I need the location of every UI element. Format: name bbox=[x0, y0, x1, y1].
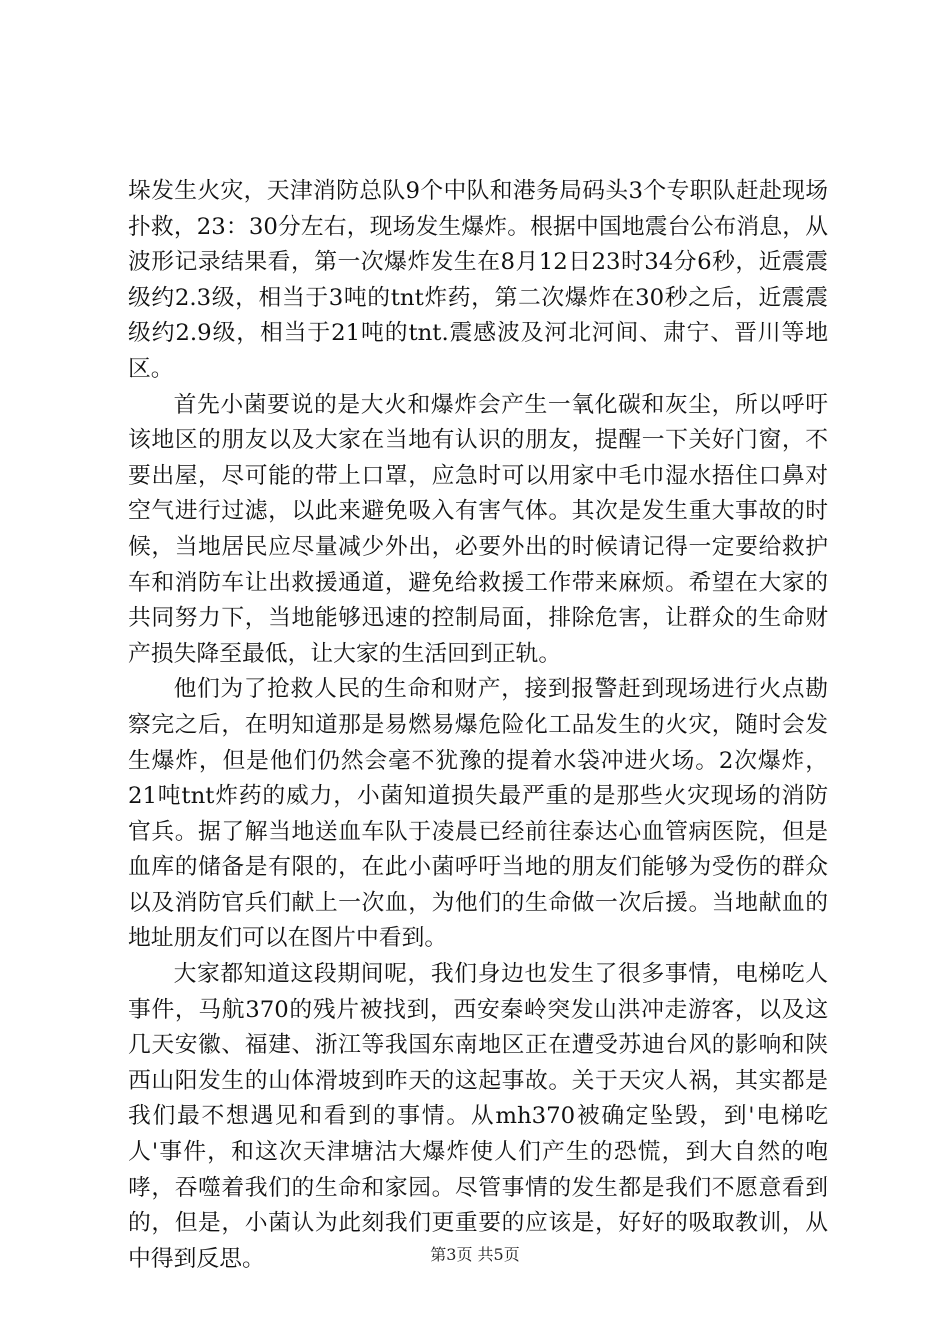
document-body bbox=[128, 174, 828, 1277]
page-number-footer: 第3页 共5页 bbox=[430, 1245, 520, 1264]
paragraph-3: 他们为了抢救人民的生命和财产，接到报警赶到现场进行火点勘察完之后，在明知道那是易燃易爆危险化工品发生的火灾，随时会发生爆炸，但是他们仍然会毫不犹豫的提着水袋冲进火场。2次爆炸，21吨tnt炸药的威力，小菌知道损失最严重的是那些火灾现场的消防官兵。据了解当地送血车队于凌晨已经前往泰达心血管病医院，但是血库的储备是有限的，在此小菌呼吁当地的朋友们能够为受伤的群众以及消防官兵们献上一次血，为他们的生命做一次后援。当地献血的地址朋友们可以在图片中看到。 bbox=[128, 676, 828, 952]
paragraph-2: 首先小菌要说的是大火和爆炸会产生一氧化碳和灰尘，所以呼吁该地区的朋友以及大家在当地有认识的朋友，提醒一下关好门窗，不要出屋，尽可能的带上口罩，应急时可以用家中毛巾湿水捂住口鼻对空气进行过滤，以此来避免吸入有害气体。其次是发生重大事故的时候，当地居民应尽量减少外出，必要外出的时候请记得一定要给救护车和消防车让出救援通道，避免给救援工作带来麻烦。希望在大家的共同努力下，当地能够迅速的控制局面，排除危害，让群众的生命财产损失降至最低，让大家的生活回到正轨。 bbox=[128, 391, 828, 667]
paragraph-1: 垛发生火灾，天津消防总队9个中队和港务局码头3个专职队赶赴现场扑救，23：30分左右，现场发生爆炸。根据中国地震台公布消息，从波形记录结果看，第一次爆炸发生在8月12日23时34分6秒，近震震级约2.3级，相当于3吨的tnt炸药，第二次爆炸在30秒之后，近震震级约2.9级，相当于21吨的tnt.震感波及河北河间、肃宁、晋川等地区。 bbox=[128, 178, 828, 382]
paragraph-4: 大家都知道这段期间呢，我们身边也发生了很多事情，电梯吃人事件，马航370的残片被找到，西安秦岭突发山洪冲走游客，以及这几天安徽、福建、浙江等我国东南地区正在遭受苏迪台风的影响和陕西山阳发生的山体滑坡到昨天的这起事故。关于天灾人祸，其实都是我们最不想遇见和看到的事情。从mh370被确定坠毁，到'电梯吃人'事件，和这次天津塘沽大爆炸使人们产生的恐慌，到大自然的咆哮，吞噬着我们的生命和家园。尽管事情的发生都是我们不愿意看到的，但是，小菌认为此刻我们更重要的应该是，好好的吸取教训，从中得到反思。 bbox=[128, 961, 828, 1272]
